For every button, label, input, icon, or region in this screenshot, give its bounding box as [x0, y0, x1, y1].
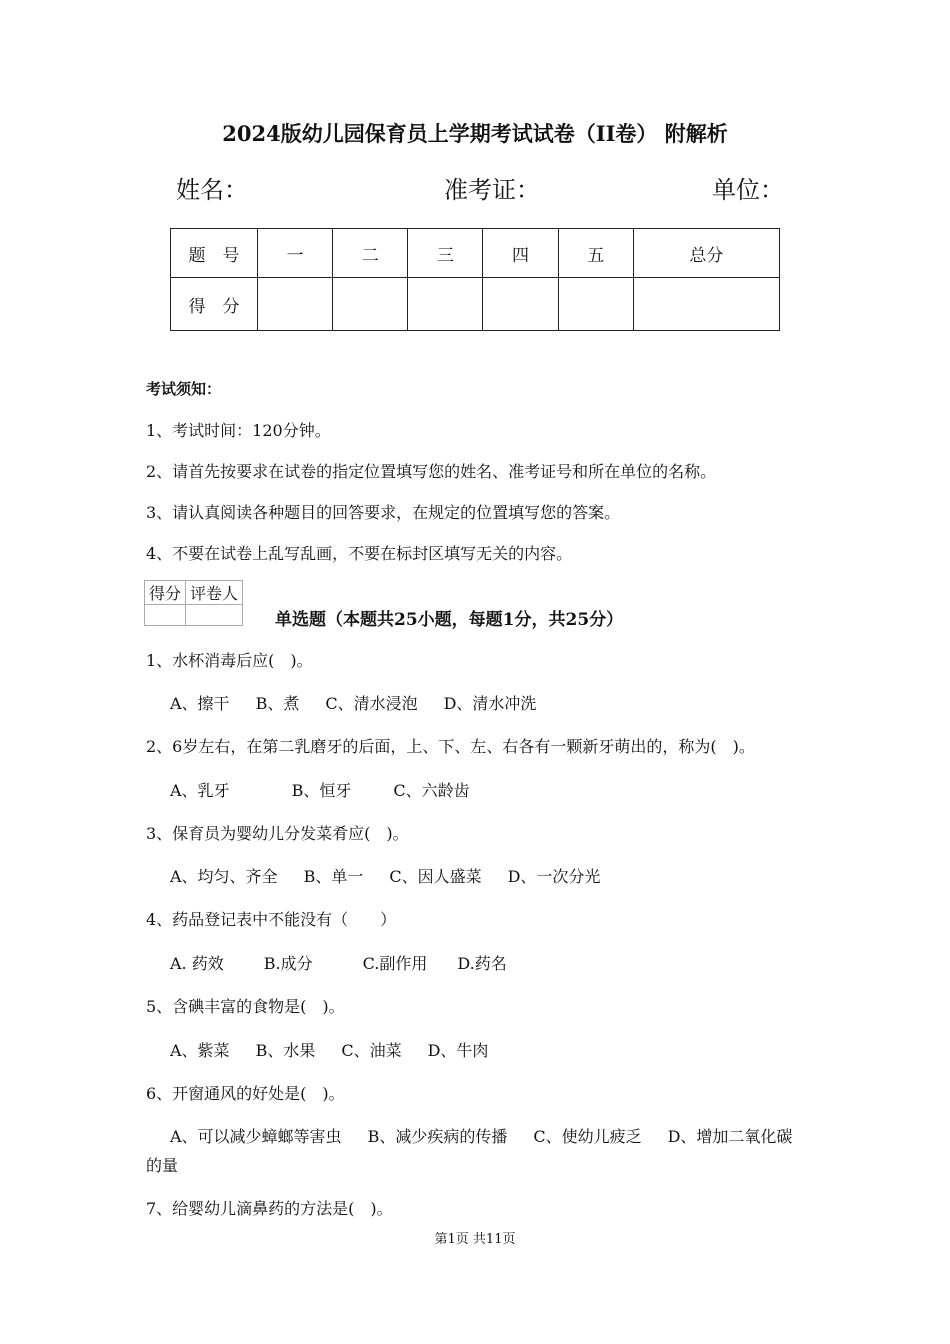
question-text: 2、6岁左右，在第二乳磨牙的后面，上、下、左、右各有一颗新牙萌出的，称为( )。 — [146, 737, 755, 756]
unit-field-label: 单位： — [712, 176, 784, 204]
score-table-cell: 二 — [333, 229, 408, 278]
option[interactable]: A、乳牙 — [170, 781, 230, 800]
question-options — [170, 1038, 514, 1061]
option[interactable]: A、擦干 — [170, 694, 230, 713]
question-options — [170, 864, 626, 887]
question-text: 1、水杯消毒后应( )。 — [146, 651, 313, 670]
score-table-cell: 总分 — [633, 229, 779, 278]
score-input-cell[interactable] — [633, 278, 779, 331]
score-table-cell: 五 — [558, 229, 633, 278]
grader-reviewer-cell[interactable] — [186, 605, 243, 626]
page-footer: 第1页 共11页 — [434, 1232, 516, 1247]
option[interactable]: B、水果 — [255, 1041, 316, 1060]
score-input-cell[interactable] — [258, 278, 333, 331]
grader-score-cell[interactable] — [145, 605, 186, 626]
notice-item: 1、考试时间：120分钟。 — [146, 421, 331, 440]
option[interactable]: D、清水冲洗 — [443, 694, 537, 713]
question-options — [170, 1124, 792, 1147]
option[interactable]: B.成分 — [263, 954, 313, 973]
question-options — [170, 778, 496, 801]
notice-item: 2、请首先按要求在试卷的指定位置填写您的姓名、准考证号和所在单位的名称。 — [146, 462, 717, 481]
score-table — [170, 228, 780, 331]
question-text: 5、含碘丰富的食物是( )。 — [146, 997, 345, 1016]
score-table-score-row — [171, 278, 780, 331]
score-input-cell[interactable] — [408, 278, 483, 331]
score-table-cell: 得 分 — [171, 278, 258, 331]
option[interactable]: A、可以减少蟑螂等害虫 — [170, 1127, 342, 1146]
score-table-cell: 一 — [258, 229, 333, 278]
question-text: 6、开窗通风的好处是( )。 — [146, 1084, 345, 1103]
score-input-cell[interactable] — [558, 278, 633, 331]
option[interactable]: D、增加二氧化碳 — [667, 1127, 793, 1146]
notice-item: 3、请认真阅读各种题目的回答要求，在规定的位置填写您的答案。 — [146, 503, 621, 522]
option[interactable]: C、使幼儿疲乏 — [533, 1127, 642, 1146]
question-text: 3、保育员为婴幼儿分发菜肴应( )。 — [146, 824, 409, 843]
option[interactable]: C、油菜 — [341, 1041, 402, 1060]
notice-heading: 考试须知： — [146, 380, 222, 398]
score-table-cell: 题 号 — [171, 229, 258, 278]
option[interactable]: B、减少疾病的传播 — [367, 1127, 508, 1146]
option[interactable]: D、一次分光 — [507, 867, 601, 886]
grader-reviewer-label: 评卷人 — [186, 581, 243, 605]
option[interactable]: A、紫菜 — [170, 1041, 230, 1060]
option[interactable]: A、均匀、齐全 — [170, 867, 278, 886]
notice-item: 4、不要在试卷上乱写乱画，不要在标封区填写无关的内容。 — [146, 544, 573, 563]
option-wrap-text: 的量 — [146, 1156, 179, 1175]
option[interactable]: B、煮 — [255, 694, 300, 713]
option[interactable]: C、因人盛菜 — [389, 867, 482, 886]
grader-score-label: 得分 — [145, 581, 186, 605]
option[interactable]: D、牛肉 — [427, 1041, 489, 1060]
score-input-cell[interactable] — [333, 278, 408, 331]
option[interactable]: A. 药效 — [170, 954, 224, 973]
question-options — [170, 951, 533, 974]
score-table-header-row — [171, 229, 780, 278]
score-input-cell[interactable] — [483, 278, 558, 331]
question-text: 7、给婴幼儿滴鼻药的方法是( )。 — [146, 1199, 393, 1218]
score-table-cell: 三 — [408, 229, 483, 278]
page-title: 2024版幼儿园保育员上学期考试试卷（II卷） 附解析 — [222, 121, 728, 146]
section-title: 单选题（本题共25小题，每题1分，共25分） — [275, 610, 624, 630]
name-field-label: 姓名： — [176, 176, 248, 204]
exam-id-field-label: 准考证： — [444, 176, 540, 204]
score-table-cell: 四 — [483, 229, 558, 278]
grader-box — [144, 580, 243, 626]
option[interactable]: C、清水浸泡 — [325, 694, 418, 713]
option[interactable]: D.药名 — [457, 954, 507, 973]
question-text: 4、药品登记表中不能没有（ ） — [146, 910, 397, 929]
option[interactable]: B、单一 — [303, 867, 364, 886]
option[interactable]: C.副作用 — [362, 954, 428, 973]
option[interactable]: C、六龄齿 — [393, 781, 470, 800]
question-options — [170, 691, 562, 714]
option[interactable]: B、恒牙 — [291, 781, 352, 800]
